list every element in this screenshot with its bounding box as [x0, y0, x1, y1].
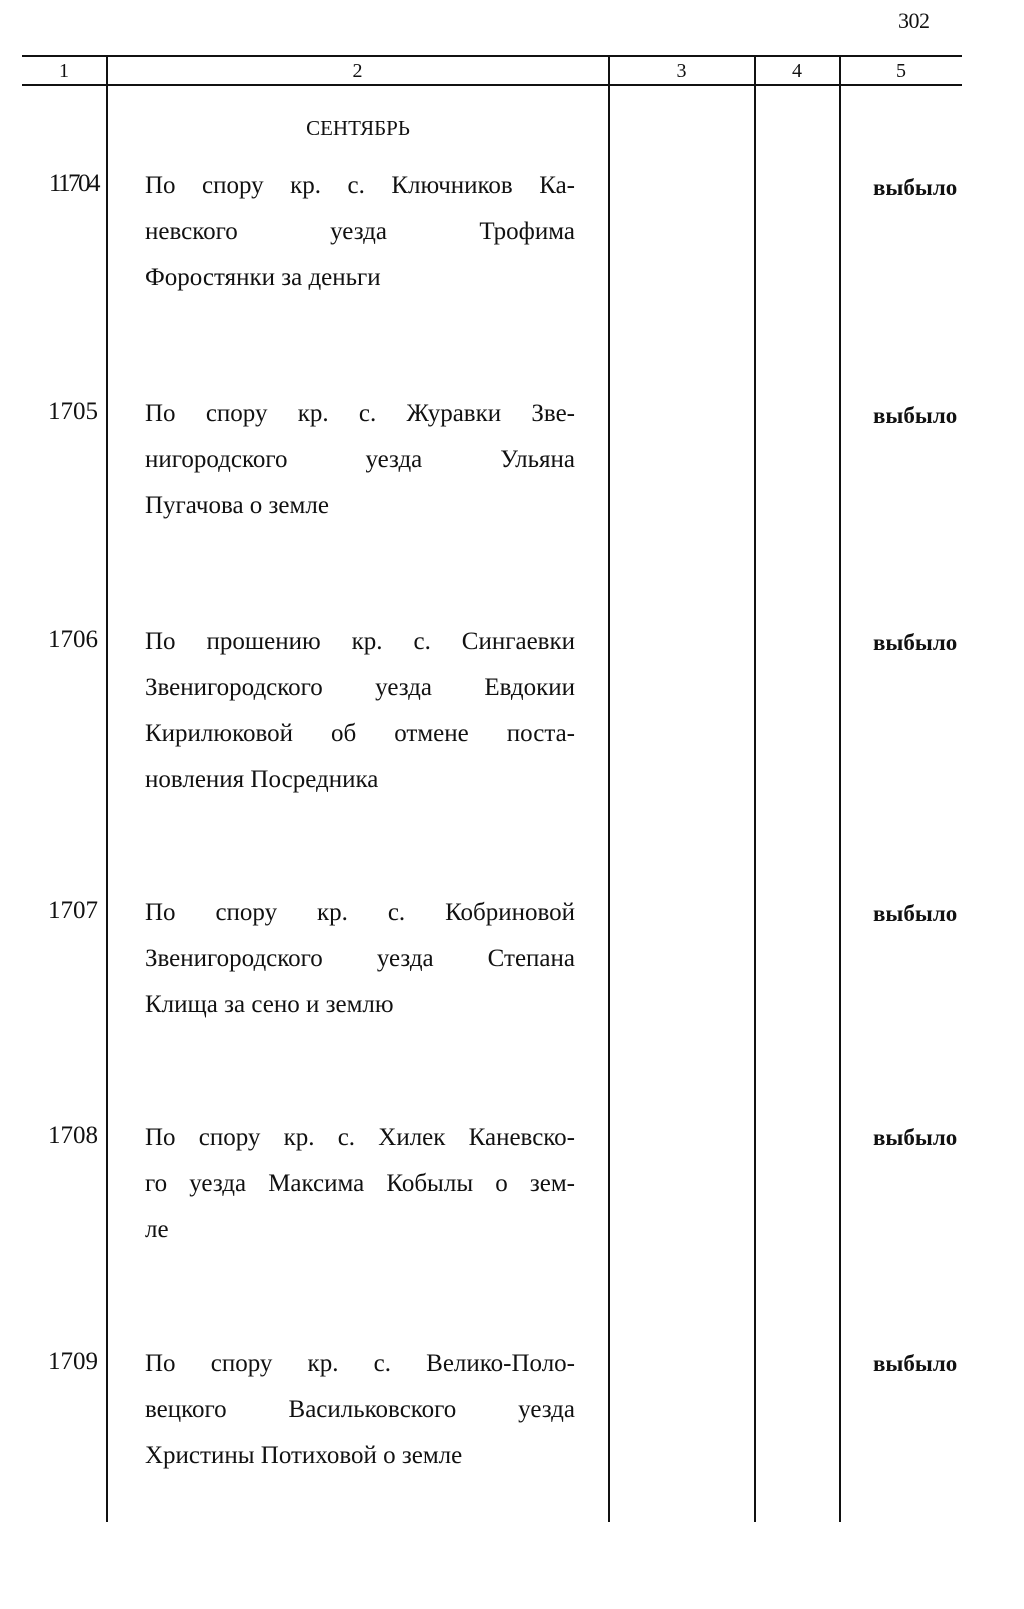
entry-line: Христины Потиховой о земле — [145, 1442, 463, 1469]
entry-id: 11704 — [48, 170, 98, 197]
entry-line: По спору кр. с. Кобриновой — [145, 899, 575, 926]
table-header-rule — [22, 84, 962, 86]
entry-id: 1708 — [48, 1122, 98, 1149]
entry-description — [145, 619, 575, 803]
column-header-3: 3 — [676, 60, 687, 82]
entry-line: По прошению кр. с. Сингаевки — [145, 628, 575, 655]
entry-line: Звенигородского уезда Евдокии — [145, 674, 575, 701]
column-header-5: 5 — [896, 60, 906, 82]
entry-status: выбыло — [873, 901, 958, 926]
column-header-2: 2 — [352, 60, 363, 82]
column-divider-4 — [839, 56, 841, 1522]
entry-line: Звенигородского уезда Степана — [145, 945, 575, 972]
entry-status: выбыло — [873, 403, 958, 428]
page-number: 302 — [898, 8, 930, 33]
entry-id: 1709 — [48, 1348, 98, 1375]
table-top-rule — [22, 55, 962, 57]
entry-description — [145, 391, 575, 529]
entry-line: По спору кр. с. Хилек Каневско- — [145, 1124, 575, 1151]
entry-status: выбыло — [873, 1351, 958, 1376]
section-heading: СЕНТЯБРЬ — [306, 116, 410, 140]
entry-line: ле — [145, 1216, 169, 1243]
entry-line: Клища за сено и землю — [145, 991, 394, 1018]
column-header-4: 4 — [792, 60, 802, 82]
entry-description — [145, 890, 575, 1028]
entry-id: 1707 — [48, 897, 98, 924]
entry-description — [145, 1115, 575, 1253]
entry-line: Форостянки за деньги — [145, 264, 381, 291]
entry-id: 1706 — [48, 626, 98, 653]
column-divider-1 — [106, 56, 108, 1522]
column-divider-2 — [608, 56, 610, 1522]
entry-line: По спору кр. с. Журавки Зве- — [145, 400, 575, 427]
entry-line: новления Посредника — [145, 766, 379, 793]
entry-line: Пугачова о земле — [145, 492, 329, 519]
entry-description — [145, 1341, 575, 1479]
entry-status: выбыло — [873, 175, 958, 200]
entry-line: нигородского уезда Ульяна — [145, 446, 575, 473]
entry-status: выбыло — [873, 630, 958, 655]
column-header-1: 1 — [59, 60, 69, 82]
entry-line: По спору кр. с. Ключников Ка- — [145, 172, 575, 199]
entry-id: 1705 — [48, 398, 98, 425]
entry-line: невского уезда Трофима — [145, 218, 575, 245]
entry-status: выбыло — [873, 1125, 958, 1150]
entry-description — [145, 163, 575, 301]
entry-line: По спору кр. с. Велико-Поло- — [145, 1350, 575, 1377]
entry-line: го уезда Максима Кобылы о зем- — [145, 1170, 575, 1197]
entry-line: Кирилюковой об отмене поста- — [145, 720, 575, 747]
entry-line: вецкого Васильковского уезда — [145, 1396, 575, 1423]
column-divider-3 — [754, 56, 756, 1522]
